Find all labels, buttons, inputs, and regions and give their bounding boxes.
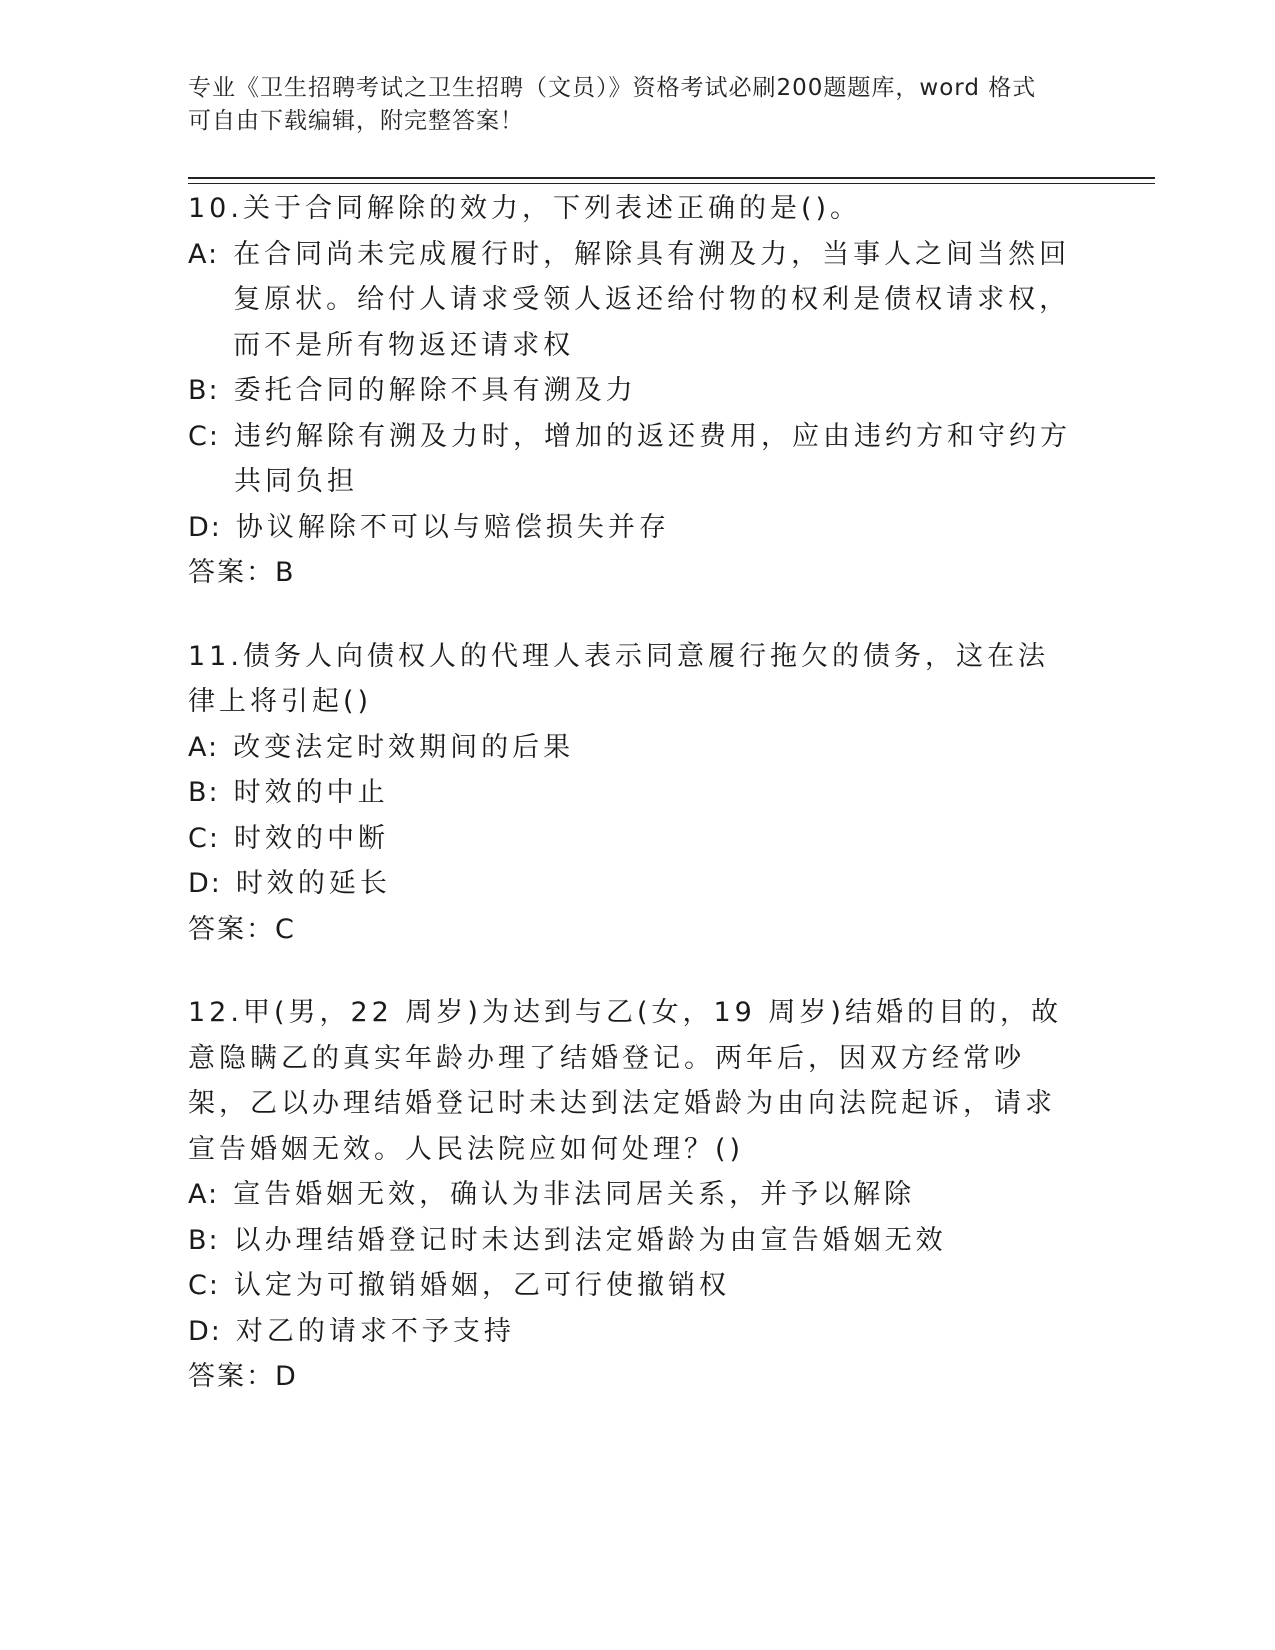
document-header xyxy=(188,72,1068,138)
option-key: D: xyxy=(188,868,222,899)
option-a xyxy=(188,232,1078,369)
option-key: A: xyxy=(188,238,220,270)
option-key: D: xyxy=(188,511,222,543)
question-text: 10.关于合同解除的效力，下列表述正确的是()。 xyxy=(188,193,862,224)
option-key: D: xyxy=(188,1315,222,1347)
question-list xyxy=(188,186,1078,1438)
option-key: A: xyxy=(188,731,220,763)
option-a xyxy=(188,725,1078,771)
question-text: 11.债务人向债权人的代理人表示同意履行拖欠的债务，这在法律上将引起() xyxy=(188,640,1049,717)
option-text: 宣告婚姻无效，确认为非法同居关系，并予以解除 xyxy=(233,1179,916,1210)
option-text: 以办理结婚登记时未达到法定婚龄为由宣告婚姻无效 xyxy=(233,1224,947,1256)
answer-label: 答案：B xyxy=(188,557,296,588)
option-c xyxy=(188,816,1078,862)
option-d xyxy=(188,505,1078,551)
option-text: 时效的中止 xyxy=(233,777,389,808)
option-d xyxy=(188,1309,1078,1355)
question-10 xyxy=(188,186,1078,596)
option-c xyxy=(188,1263,1078,1309)
option-text: 时效的中断 xyxy=(233,822,389,854)
question-12 xyxy=(188,990,1078,1400)
header-divider-thick xyxy=(188,177,1155,179)
option-d xyxy=(188,861,1078,907)
option-a xyxy=(188,1172,1078,1218)
option-c xyxy=(188,414,1078,505)
option-text: 在合同尚未完成履行时，解除具有溯及力，当事人之间当然回复原状。给付人请求受领人返还给付物的权利是债权请求权，而不是所有物返还请求权 xyxy=(233,238,1071,361)
option-key: A: xyxy=(188,1179,220,1210)
option-key: B: xyxy=(188,375,220,406)
option-b xyxy=(188,368,1078,414)
header-divider-thin xyxy=(188,183,1155,184)
question-11 xyxy=(188,634,1078,953)
answer-label: 答案：C xyxy=(188,913,296,945)
option-text: 协议解除不可以与赔偿损失并存 xyxy=(235,511,670,543)
option-text: 违约解除有溯及力时，增加的返还费用，应由违约方和守约方共同负担 xyxy=(233,420,1071,497)
option-text: 委托合同的解除不具有溯及力 xyxy=(233,375,637,406)
option-key: B: xyxy=(188,1224,220,1256)
header-line-1: 专业《卫生招聘考试之卫生招聘（文员）》资格考试必刷200题题库，word 格式 xyxy=(188,75,1037,101)
option-b xyxy=(188,770,1078,816)
option-text: 认定为可撤销婚姻，乙可行使撤销权 xyxy=(233,1270,730,1301)
option-key: B: xyxy=(188,777,220,808)
header-line-2: 可自由下载编辑，附完整答案！ xyxy=(188,108,524,134)
option-text: 时效的延长 xyxy=(235,868,391,899)
option-text: 对乙的请求不予支持 xyxy=(235,1315,515,1347)
option-key: C: xyxy=(188,420,220,452)
question-text: 12.甲(男，22 周岁)为达到与乙(女，19 周岁)结婚的目的，故意隐瞒乙的真实年龄办理了结婚登记。两年后，因双方经常吵架，乙以办理结婚登记时未达到法定婚龄为由向法院起诉，请求宣告婚姻无效。人民法院应如何处理？() xyxy=(188,997,1062,1165)
option-b xyxy=(188,1218,1078,1264)
option-key: C: xyxy=(188,1270,220,1301)
answer-label: 答案：D xyxy=(188,1361,298,1392)
option-text: 改变法定时效期间的后果 xyxy=(233,731,575,763)
option-key: C: xyxy=(188,822,220,854)
